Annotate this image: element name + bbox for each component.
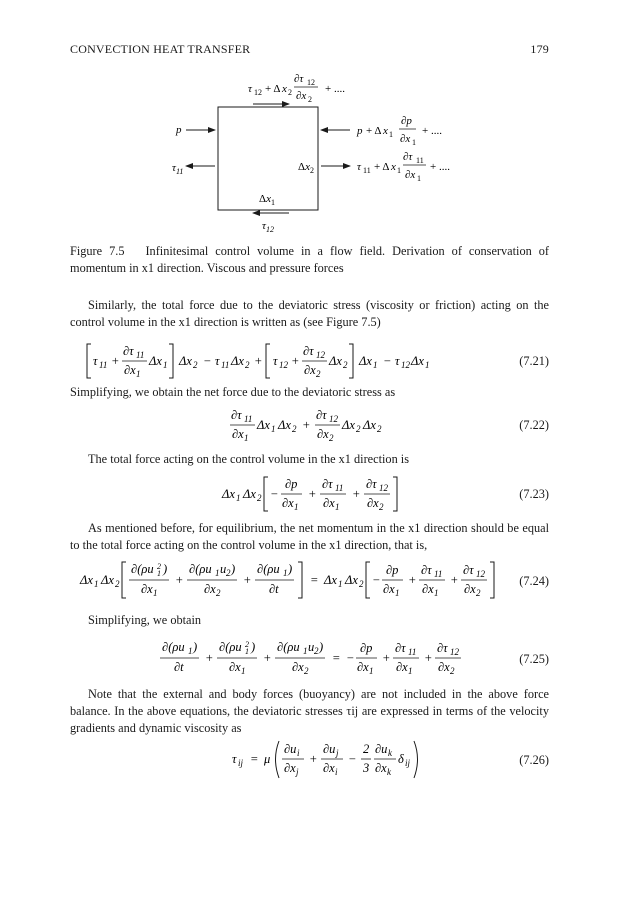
svg-text:∂(ρu: ∂(ρu	[131, 562, 154, 576]
svg-text:u: u	[220, 562, 227, 576]
equation-number: (7.23)	[519, 487, 549, 501]
svg-text:k: k	[387, 767, 391, 777]
svg-text:x: x	[391, 161, 396, 173]
svg-text:∂(ρu: ∂(ρu	[219, 640, 242, 654]
svg-text:2: 2	[316, 369, 321, 379]
equation-7-25-body	[158, 638, 488, 680]
svg-text:2: 2	[245, 640, 249, 649]
svg-text:∂p: ∂p	[386, 563, 399, 577]
svg-text:1: 1	[153, 588, 158, 598]
svg-text:∂(ρu: ∂(ρu	[277, 640, 300, 654]
equation-number: (7.25)	[519, 652, 549, 666]
svg-text:+ Δ: + Δ	[374, 161, 390, 173]
svg-text:∂τ: ∂τ	[366, 477, 377, 491]
svg-text:∂x: ∂x	[405, 169, 416, 181]
svg-text:11: 11	[221, 360, 230, 370]
svg-text:τ: τ	[395, 354, 400, 368]
svg-text:−: −	[270, 487, 279, 501]
svg-text:2: 2	[356, 424, 361, 434]
svg-text:): )	[288, 562, 293, 576]
svg-text:2: 2	[292, 424, 297, 434]
svg-text:∂τ: ∂τ	[421, 563, 432, 577]
svg-text:11: 11	[335, 483, 344, 493]
equation-7-23	[70, 474, 549, 514]
svg-text:+: +	[450, 573, 459, 587]
svg-text:+: +	[205, 651, 214, 665]
equation-number: (7.26)	[519, 753, 549, 767]
equation-7-21-body	[85, 341, 495, 381]
svg-text:Δx: Δx	[80, 573, 93, 587]
svg-text:3: 3	[363, 761, 370, 775]
svg-text:∂x: ∂x	[292, 660, 304, 674]
figure-caption	[70, 243, 549, 277]
svg-text:δ: δ	[398, 752, 404, 766]
paragraph-3: The total force acting on the control volume in the x1 direction is	[88, 452, 409, 466]
svg-text:1: 1	[245, 647, 249, 656]
svg-text:∂x: ∂x	[141, 582, 153, 596]
svg-text:2: 2	[257, 493, 262, 503]
svg-text:∂p: ∂p	[360, 641, 373, 655]
side-dimension-label: $\Delta x_2$	[298, 161, 314, 175]
paragraph-5: Simplifying, we obtain	[88, 613, 202, 627]
svg-text:1: 1	[215, 568, 220, 578]
svg-text:∂τ: ∂τ	[294, 73, 304, 85]
svg-text:): )	[163, 562, 168, 576]
svg-text:∂x: ∂x	[422, 582, 434, 596]
svg-text:Δx: Δx	[101, 573, 114, 587]
svg-text:12: 12	[329, 414, 338, 424]
svg-text:=: =	[332, 651, 341, 665]
svg-text:Δx: Δx	[363, 418, 376, 432]
svg-text:∂(ρu: ∂(ρu	[257, 562, 280, 576]
chapter-title: CONVECTION HEAT TRANSFER	[70, 42, 251, 56]
svg-text:12: 12	[307, 78, 315, 87]
svg-text:∂x: ∂x	[284, 761, 296, 775]
svg-text:Δx: Δx	[342, 418, 355, 432]
svg-text:∂τ: ∂τ	[437, 641, 448, 655]
svg-text:2: 2	[245, 360, 250, 370]
svg-text:Δx: Δx	[231, 354, 244, 368]
svg-text:2: 2	[304, 666, 309, 676]
equation-7-24-body	[78, 560, 518, 602]
svg-text:11: 11	[434, 569, 443, 579]
svg-text:∂x: ∂x	[229, 660, 241, 674]
equation-7-26	[70, 738, 549, 778]
svg-text:1: 1	[94, 579, 99, 589]
svg-text:∂τ: ∂τ	[463, 563, 474, 577]
svg-text:Δx: Δx	[278, 418, 291, 432]
svg-text:): )	[319, 640, 324, 654]
svg-text:): )	[251, 640, 256, 654]
svg-text:∂x: ∂x	[317, 427, 329, 441]
svg-text:+: +	[424, 651, 433, 665]
svg-text:2: 2	[329, 433, 334, 443]
svg-text:τ: τ	[273, 354, 278, 368]
right-pressure-label	[356, 115, 442, 147]
svg-text:+: +	[408, 573, 417, 587]
svg-text:1: 1	[389, 130, 393, 139]
svg-text:∂τ: ∂τ	[395, 641, 406, 655]
svg-text:Δx: Δx	[149, 354, 162, 368]
svg-text:12: 12	[254, 88, 262, 97]
svg-text:∂τ: ∂τ	[403, 151, 413, 163]
caption-text: Infinitesimal control volume in a flow field. Derivation of conservation of momentum in x1 direction. Viscous and pressure forces	[70, 244, 549, 275]
svg-text:+: +	[309, 752, 318, 766]
svg-text:∂x: ∂x	[323, 496, 335, 510]
svg-text:12: 12	[279, 360, 288, 370]
svg-text:∂τ: ∂τ	[123, 344, 134, 358]
svg-text:∂x: ∂x	[396, 660, 408, 674]
svg-text:i: i	[335, 767, 338, 777]
svg-text:∂x: ∂x	[304, 363, 316, 377]
svg-text:−: −	[348, 752, 357, 766]
svg-text:=: =	[250, 752, 259, 766]
svg-text:2: 2	[476, 588, 481, 598]
svg-text:∂u: ∂u	[375, 742, 388, 756]
svg-text:2: 2	[377, 424, 382, 434]
svg-text:∂x: ∂x	[282, 496, 294, 510]
svg-text:∂x: ∂x	[375, 761, 387, 775]
svg-text:τ: τ	[357, 161, 361, 173]
svg-text:1: 1	[244, 433, 249, 443]
right-normal-stress-label	[357, 151, 450, 183]
svg-text:2: 2	[226, 568, 231, 578]
svg-text:1: 1	[236, 493, 241, 503]
svg-text:∂x: ∂x	[323, 761, 335, 775]
svg-text:12: 12	[401, 360, 410, 370]
svg-text:+ ....: + ....	[325, 83, 345, 95]
equation-number: (7.21)	[519, 354, 549, 368]
svg-text:∂x: ∂x	[400, 133, 411, 145]
svg-text:1: 1	[188, 646, 193, 656]
svg-text:∂x: ∂x	[296, 90, 307, 102]
paragraph-2: Simplifying, we obtain the net force due to the deviatoric stress as	[70, 385, 396, 399]
svg-text:∂(ρu: ∂(ρu	[162, 640, 185, 654]
svg-text:ij: ij	[405, 758, 411, 768]
svg-text:τ: τ	[93, 354, 98, 368]
svg-text:1: 1	[395, 588, 400, 598]
svg-text:τ: τ	[215, 354, 220, 368]
svg-text:−: −	[346, 651, 355, 665]
svg-text:∂x: ∂x	[232, 427, 244, 441]
svg-text:12: 12	[379, 483, 388, 493]
svg-text:∂τ: ∂τ	[316, 408, 327, 422]
svg-text:1: 1	[335, 502, 340, 512]
svg-text:1: 1	[412, 138, 416, 147]
left-normal-stress-label: $\tau_{11}$	[172, 162, 184, 176]
svg-text:12: 12	[476, 569, 485, 579]
svg-text:11: 11	[408, 647, 417, 657]
svg-text:1: 1	[271, 424, 276, 434]
svg-text:1: 1	[157, 569, 161, 578]
svg-text:1: 1	[417, 174, 421, 183]
svg-text:11: 11	[363, 166, 371, 175]
svg-text:2: 2	[379, 502, 384, 512]
equation-7-26-body	[230, 738, 470, 782]
svg-text:+: +	[243, 573, 252, 587]
svg-text:1: 1	[373, 360, 378, 370]
bottom-shear-label: $\tau_{12}$	[262, 220, 274, 234]
svg-text:x: x	[282, 83, 287, 95]
svg-text:12: 12	[450, 647, 459, 657]
svg-text:+: +	[302, 418, 311, 432]
svg-text:2: 2	[314, 646, 319, 656]
svg-text:+ Δ: + Δ	[265, 83, 281, 95]
top-shear-label	[248, 73, 345, 104]
svg-text:τ: τ	[232, 752, 237, 766]
svg-text:+: +	[352, 487, 361, 501]
equation-number: (7.24)	[519, 574, 549, 588]
svg-text:i: i	[297, 748, 300, 758]
svg-text:2: 2	[359, 579, 364, 589]
svg-text:1: 1	[338, 579, 343, 589]
svg-text:+ Δ: + Δ	[366, 125, 382, 137]
svg-text:1: 1	[369, 666, 374, 676]
svg-text:∂x: ∂x	[464, 582, 476, 596]
svg-text:∂t: ∂t	[269, 582, 279, 596]
svg-text:=: =	[310, 573, 319, 587]
bottom-dimension-label: $\Delta x_1$	[259, 193, 275, 207]
equation-7-23-body	[220, 474, 480, 514]
svg-text:x: x	[383, 125, 388, 137]
svg-text:12: 12	[316, 350, 325, 360]
svg-text:+: +	[175, 573, 184, 587]
svg-text:Δx: Δx	[345, 573, 358, 587]
svg-text:Δx: Δx	[243, 487, 256, 501]
svg-text:2: 2	[157, 562, 161, 571]
svg-text:∂τ: ∂τ	[322, 477, 333, 491]
svg-text:+ ....: + ....	[430, 161, 450, 173]
svg-text:1: 1	[408, 666, 413, 676]
svg-text:1: 1	[163, 360, 168, 370]
svg-text:1: 1	[434, 588, 439, 598]
svg-text:k: k	[388, 748, 392, 758]
svg-text:1: 1	[294, 502, 299, 512]
svg-text:+: +	[254, 354, 263, 368]
svg-text:2: 2	[288, 88, 292, 97]
svg-text:): )	[193, 640, 198, 654]
svg-text:1: 1	[283, 568, 288, 578]
svg-text:∂u: ∂u	[323, 742, 336, 756]
svg-text:∂u: ∂u	[284, 742, 297, 756]
svg-text:2: 2	[115, 579, 120, 589]
svg-text:∂x: ∂x	[438, 660, 450, 674]
svg-text:Δx: Δx	[257, 418, 270, 432]
svg-text:∂x: ∂x	[124, 363, 136, 377]
equation-7-22	[70, 405, 549, 445]
svg-text:2: 2	[450, 666, 455, 676]
svg-text:∂τ: ∂τ	[231, 408, 242, 422]
caption-number: Figure 7.5	[70, 244, 125, 258]
svg-text:1: 1	[397, 166, 401, 175]
svg-text:Δx: Δx	[324, 573, 337, 587]
svg-text:+ ....: + ....	[422, 125, 442, 137]
svg-text:∂p: ∂p	[401, 115, 412, 127]
svg-text:∂x: ∂x	[357, 660, 369, 674]
svg-text:1: 1	[136, 369, 141, 379]
svg-text:−: −	[372, 573, 381, 587]
svg-text:1: 1	[303, 646, 308, 656]
svg-text:Δx: Δx	[179, 354, 192, 368]
svg-text:Δx: Δx	[411, 354, 424, 368]
svg-text:+: +	[111, 354, 120, 368]
svg-text:2: 2	[216, 588, 221, 598]
page-number: 179	[530, 42, 549, 56]
svg-text:−: −	[203, 354, 212, 368]
svg-text:∂t: ∂t	[174, 660, 184, 674]
equation-number: (7.22)	[519, 418, 549, 432]
svg-text:11: 11	[416, 156, 424, 165]
svg-text:−: −	[383, 354, 392, 368]
equation-7-22-body	[228, 405, 468, 445]
left-pressure-label: p	[176, 124, 182, 136]
svg-text:Δx: Δx	[329, 354, 342, 368]
paragraph-1: Similarly, the total force due to the deviatoric stress (viscosity or friction) acting on the control volume in the x1 direction is written as (see Figure 7.5)	[70, 298, 549, 329]
svg-text:2: 2	[343, 360, 348, 370]
running-head	[70, 42, 549, 57]
svg-text:11: 11	[244, 414, 253, 424]
svg-text:∂x: ∂x	[383, 582, 395, 596]
svg-text:μ: μ	[264, 752, 271, 766]
svg-text:2: 2	[193, 360, 198, 370]
svg-text:∂x: ∂x	[204, 582, 216, 596]
svg-text:1: 1	[425, 360, 430, 370]
paragraph-6: Note that the external and body forces (buoyancy) are not included in the above force balance. In the above equations, the deviatoric stresses τij are expressed in terms of the velocity gradients and dynamic viscosity as	[70, 687, 549, 735]
svg-text:1: 1	[241, 666, 246, 676]
svg-text:j: j	[296, 767, 299, 777]
equation-7-25	[70, 638, 549, 678]
svg-text:+: +	[263, 651, 272, 665]
svg-text:11: 11	[136, 350, 145, 360]
svg-text:∂τ: ∂τ	[303, 344, 314, 358]
svg-text:∂(ρu: ∂(ρu	[189, 562, 212, 576]
svg-text:Δx: Δx	[359, 354, 372, 368]
svg-text:+: +	[382, 651, 391, 665]
svg-text:p: p	[357, 125, 363, 137]
svg-text:2: 2	[308, 95, 312, 104]
svg-text:∂p: ∂p	[285, 477, 298, 491]
svg-text:2: 2	[363, 742, 370, 756]
svg-text:∂x: ∂x	[367, 496, 379, 510]
svg-text:): )	[231, 562, 236, 576]
svg-text:+: +	[308, 487, 317, 501]
svg-text:u: u	[308, 640, 315, 654]
svg-text:Δx: Δx	[222, 487, 235, 501]
equation-7-21	[70, 341, 549, 381]
control-volume-figure	[0, 60, 619, 235]
equation-7-24	[70, 560, 549, 600]
paragraph-4: As mentioned before, for equilibrium, the net momentum in the x1 direction should be equal to the total force acting on the control volume in the x1 direction, that is,	[70, 521, 549, 552]
svg-text:11: 11	[99, 360, 108, 370]
svg-text:ij: ij	[238, 758, 244, 768]
svg-text:+: +	[291, 354, 300, 368]
svg-text:τ: τ	[248, 83, 252, 95]
svg-text:j: j	[336, 748, 339, 758]
